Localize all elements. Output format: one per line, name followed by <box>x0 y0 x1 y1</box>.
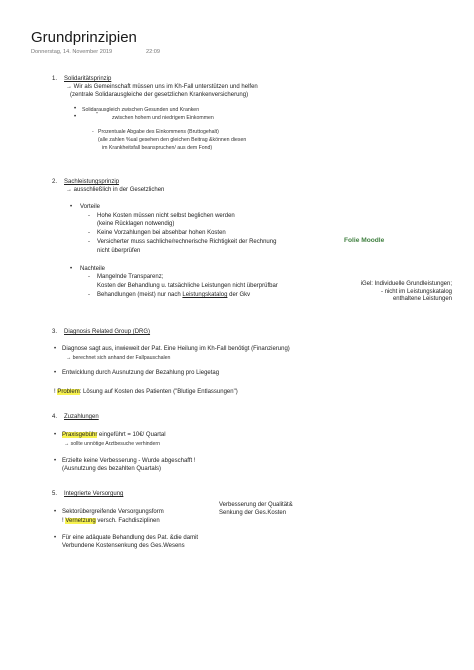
list-item: Diagnose sagt aus, inwieweit der Pat. Eine Heilung im Kh-Fall benötigt (Finanzierung) <box>62 346 290 352</box>
text-run: : Lösung auf Kosten des Patienten ("Blutige Entlassungen") <box>79 389 238 395</box>
list-item-continued: nicht überprüfen <box>97 248 141 254</box>
list-item: Mangelnde Transparenz; <box>97 274 164 280</box>
bullet-icon: • <box>54 535 57 541</box>
list-item: Prozentuale Abgabe des Einkommens (Bruttogehalt) <box>98 129 219 135</box>
dash-marker: - <box>88 230 90 236</box>
list-item: Keine Vorzahlungen bei absehbar hohen Kosten <box>97 230 226 236</box>
bullet-icon: • <box>54 346 57 352</box>
ditto-mark: " <box>96 112 98 118</box>
list-item-continued: (keine Rücklagen notwendig) <box>97 221 175 227</box>
bullet-icon: • <box>54 509 57 515</box>
highlight-problem: Problem <box>57 389 80 395</box>
bullet-icon: • <box>70 204 73 210</box>
dash-marker: - <box>88 213 90 219</box>
time-label: 22:09 <box>146 49 160 55</box>
highlight-vernetzung: Vernetzung <box>65 518 96 524</box>
dash-marker: - <box>88 292 90 298</box>
bullet-icon: • <box>54 370 57 376</box>
subheading-nachteile: Nachteile <box>80 266 106 272</box>
section-heading: Solidaritätsprinzip <box>64 76 112 82</box>
list-item: Für eine adäquate Behandlung des Pat. &die damit <box>62 535 199 541</box>
section-heading: Sachleistungsprinzip <box>64 179 120 185</box>
bullet-icon: • <box>70 266 73 272</box>
list-item: Hohe Kosten müssen nicht selbst beglichen werden <box>97 213 235 219</box>
text-run: ! <box>62 518 66 524</box>
list-item: Sektorübergreifende Versorgungsform <box>62 509 164 515</box>
text-run: der Gkv <box>227 292 251 298</box>
section-heading: Integrierte Versorgung <box>64 491 124 497</box>
dash-marker: - <box>88 274 90 280</box>
problem-note <box>54 389 238 397</box>
section-number: 5. <box>52 491 58 497</box>
side-note: Verbesserung der Qualität& <box>219 502 293 508</box>
bullet-icon: • <box>74 114 77 120</box>
bullet-icon: • <box>54 432 57 438</box>
text-run: Behandlungen (meist) nur nach <box>97 292 183 298</box>
subheading-vorteile: Vorteile <box>80 204 101 210</box>
text-run: ! <box>54 389 58 395</box>
list-item: Entwicklung durch Ausnutzung der Bezahlung pro Liegetag <box>62 370 220 376</box>
section-heading: Diagnosis Related Group (DRG) <box>64 329 151 335</box>
section-number: 4. <box>52 414 58 420</box>
list-item-continued: (alle zahlen %ual gesehen den gleichen Beitrag &können diesen <box>98 137 247 143</box>
section-number: 2. <box>52 179 58 185</box>
text-run: eingeführt = 10€/ Quartal <box>97 432 166 438</box>
dash-marker: - <box>88 239 90 245</box>
list-item: Erzielte keine Verbesserung - Wurde abgeschafft ! <box>62 458 196 464</box>
igel-line: enthaltene Leistungen <box>392 296 452 302</box>
arrow-note-continued: (zentrale Solidarausgleiche der gesetzlichen Krankenversicherung) <box>70 92 249 98</box>
list-item <box>62 432 166 440</box>
list-item <box>97 292 250 300</box>
date-label: Donnerstag, 14. November 2019 <box>31 49 113 55</box>
section-number: 1. <box>52 76 58 82</box>
list-item-continued: Verbundene Kostensenkung des Ges.Wesens <box>62 543 185 549</box>
list-item-continued: Kosten der Behandlung u. tatsächliche Leistungen nicht überprüfbar <box>97 283 278 289</box>
igel-line: - nicht im Leistungskatalog <box>380 288 452 295</box>
list-item: Versicherter muss sachliche/rechnerische Richtigkeit der Rechnung <box>97 239 277 245</box>
bullet-icon: • <box>54 458 57 464</box>
text-run: versch. Fachdisziplinen <box>95 518 160 524</box>
page-title: Grundprinzipien <box>31 29 137 46</box>
arrow-note: → sollte unnötige Arztbesuche verhindern <box>64 441 161 447</box>
arrow-note: → berechnet sich anhand der Fallpauschalen <box>66 355 171 361</box>
side-note: Senkung der Ges.Kosten <box>219 510 287 516</box>
list-item: zwischen hohem und niedrigem Einkommen <box>112 115 214 121</box>
igel-line: iGel: Individuelle Grundleistungen; <box>360 281 452 287</box>
dash-marker: - <box>92 129 94 135</box>
section-heading: Zuzahlungen <box>64 414 99 420</box>
leistungskatalog-term: Leistungskatalog <box>182 292 228 298</box>
list-item-continued: im Krankheitsfall beanspruchen/ aus dem Fond) <box>102 145 213 151</box>
folie-moodle-note: Folie Moodle <box>344 237 385 244</box>
list-item-continued <box>62 518 160 526</box>
arrow-note: → ausschließlich in der Gesetzlichen <box>66 187 165 193</box>
igel-note <box>361 281 452 304</box>
list-item: Solidarausgleich zwischen Gesunden und Kranken <box>82 107 200 113</box>
section-number: 3. <box>52 329 58 335</box>
bullet-icon: • <box>74 106 77 112</box>
list-item-continued: (Ausnutzung des bezahlten Quartals) <box>62 466 162 472</box>
arrow-note: → Wir als Gemeinschaft müssen uns im Kh-Fall unterstützen und helfen <box>66 84 258 90</box>
highlight-praxisgebuehr: Praxisgebühr <box>62 432 98 438</box>
